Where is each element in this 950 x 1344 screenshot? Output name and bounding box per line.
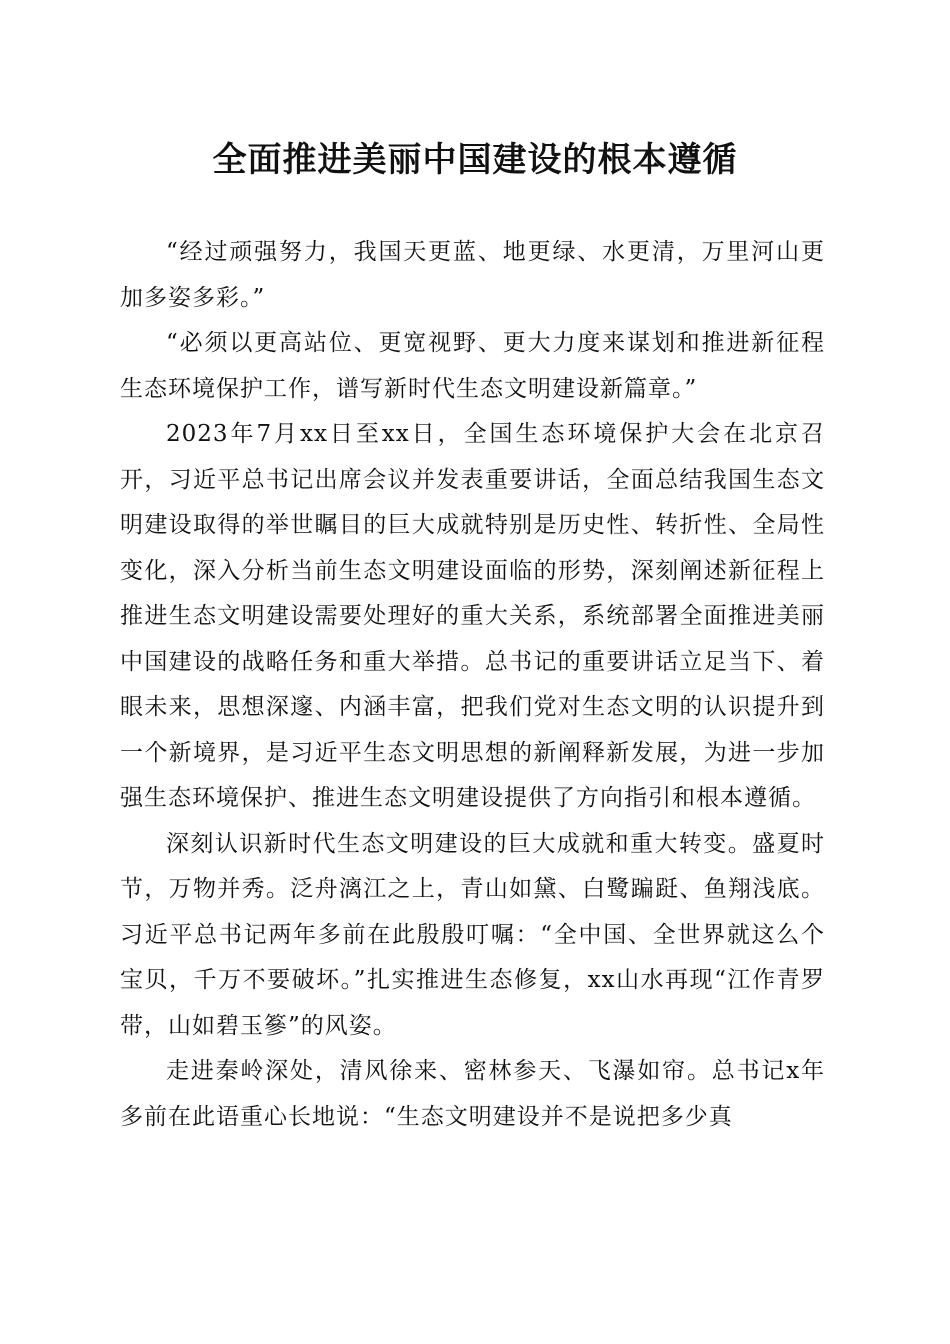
- paragraph-achievements: 深刻认识新时代生态文明建设的巨大成就和重大转变。盛夏时节，万物并秀。泛舟漓江之上，青山如黛、白鹭蹁跹、鱼翔浅底。习近平总书记两年多前在此殷殷叮嘱：“全中国、全世界就这么个宝贝，千万不要破坏。”扎实推进生态修复，xx山水再现“江作青罗带，山如碧玉篸”的风姿。: [120, 830, 825, 1039]
- paragraph-quote-2: “必须以更高站位、更宽视野、更大力度来谋划和推进新征程生态环境保护工作，谱写新时代生态文明建设新篇章。”: [120, 330, 825, 402]
- document-body: [120, 230, 825, 1140]
- document-title: 全面推进美丽中国建设的根本遵循: [212, 140, 738, 180]
- paragraph-qinling: 走进秦岭深处，清风徐来、密林参天、飞瀑如帘。总书记x年多前在此语重心长地说：“生态文明建设并不是说把多少真: [120, 1058, 825, 1130]
- paragraph-conference: 2023年7月xx日至xx日，全国生态环境保护大会在北京召开，习近平总书记出席会议并发表重要讲话，全面总结我国生态文明建设取得的举世瞩目的巨大成就特别是历史性、转折性、全局性变化，深入分析当前生态文明建设面临的形势，深刻阐述新征程上推进生态文明建设需要处理好的重大关系，系统部署全面推进美丽中国建设的战略任务和重大举措。总书记的重要讲话立足当下、着眼未来，思想深邃、内涵丰富，把我们党对生态文明的认识提升到一个新境界，是习近平生态文明思想的新阐释新发展，为进一步加强生态环境保护、推进生态文明建设提供了方向指引和根本遵循。: [120, 421, 825, 811]
- paragraph-quote-1: “经过顽强努力，我国天更蓝、地更绿、水更清，万里河山更加多姿多彩。”: [120, 239, 825, 311]
